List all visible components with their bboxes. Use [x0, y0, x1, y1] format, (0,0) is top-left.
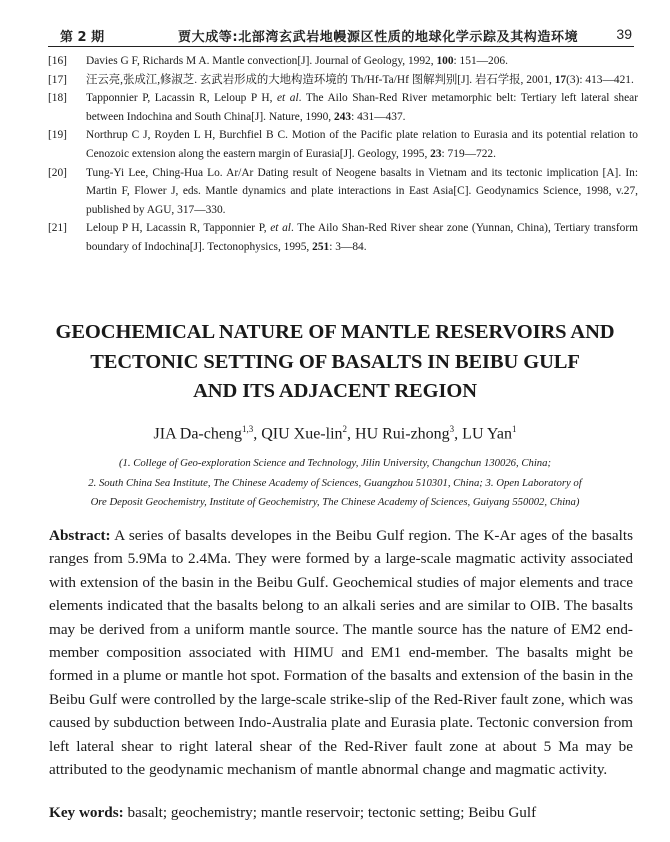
running-head	[48, 22, 634, 46]
reference-item	[48, 71, 638, 90]
header-rule	[48, 46, 634, 47]
affiliations	[40, 454, 630, 513]
reference-number: [20]	[48, 166, 67, 179]
author-name: JIA Da-cheng	[153, 425, 242, 443]
reference-text: Davies G F, Richards M A. Mantle convection[J]. Journal of Geology, 1992, 100: 151—206.	[86, 55, 508, 67]
reference-text: Leloup P H, Lacassin R, Tapponnier P, et al. The Ailo Shan-Red River shear zone (Yunnan, China), Tertiary transform boundary of Indochina[J]. Tectonophysics, 1995, 251: 3—84.	[86, 222, 639, 253]
page-number: 39	[616, 26, 632, 42]
article-title	[30, 318, 640, 407]
abstract-text: A series of basalts developes in the Beibu Gulf region. The K-Ar ages of the basalts ranges from 5.9Ma to 2.4Ma. They were formed by a large-scale magmatic activity associated with extension of the basin in the Beibu Gulf. Geochemical studies of major elements and trace elements indicated that the basalts belong to an alkali series and are similar to OIB. The basalts may be derived from a uniform mantle source. The mantle source has the nature of EM2 end-member composition associated with HIMU and EM1 end-member. The basalts might be formed in a plume or mantle hot spot. Formation of the basalts and extension of the basin in the Beibu Gulf were controlled by the large-scale strike-slip of the Red-River fault zone, which was caused by subduction between Indo-Australia plate and Eurasia plate. Tectonic conversion from left lateral shear to right lateral shear of the Red-River fault zone at about 5 Ma may be attributed to the geodynamic mechanism of mantle abnormal change and magmatic activity.	[49, 527, 633, 779]
author-affiliation-mark: 3	[449, 424, 455, 434]
reference-number: [21]	[48, 222, 67, 235]
reference-number: [18]	[48, 92, 67, 105]
title-line: AND ITS ADJACENT REGION	[193, 380, 477, 402]
reference-item	[48, 164, 638, 220]
reference-list	[48, 52, 638, 257]
author-affiliation-mark: 1,3	[241, 424, 254, 434]
reference-text: Tung-Yi Lee, Ching-Hua Lo. Ar/Ar Dating result of Neogene basalts in Vietnam and its tectonic implication [A]. In: Martin F, Flower J, eds. Mantle dynamics and plate interactions in East Asia[C]. Geodynamics Science, 1998, v.27, published by AGU, 317—330.	[86, 166, 638, 216]
reference-text: Northrup C J, Royden L H, Burchfiel B C. Motion of the Pacific plate relation to Eurasia and its potential relation to Cenozoic extension along the eastern margin of Eurasia[J]. Geology, 1995, 23: 719—722.	[86, 129, 638, 160]
keywords	[49, 804, 633, 822]
affiliation-line: (1. College of Geo-exploration Science and Technology, Jilin University, Changchun 130026, China;	[118, 457, 552, 469]
author-list: JIA Da-cheng$^{1,3}$, QIU Xue-lin$^2$, HU Rui-zhong$^3$, LU Yan$^1$	[153, 424, 517, 443]
keywords-text: basalt; geochemistry; mantle reservoir; tectonic setting; Beibu Gulf	[123, 804, 537, 821]
title-line: GEOCHEMICAL NATURE OF MANTLE RESERVOIRS AND	[55, 321, 615, 343]
author-name: QIU Xue-lin	[261, 425, 343, 443]
affiliation-line: 2. South China Sea Institute, The Chinese Academy of Sciences, Guangzhou 510301, China; 3. Open Laboratory of	[88, 476, 582, 489]
reference-item	[48, 52, 638, 71]
abstract	[49, 524, 633, 781]
author-name: LU Yan	[462, 425, 512, 443]
reference-text: 汪云亮,张成江,修淑芝. 玄武岩形成的大地构造环境的 Th/Hf-Ta/Hf 图解判别[J]. 岩石学报, 2001, 17(3): 413—421.	[86, 73, 634, 86]
title-line: TECTONIC SETTING OF BASALTS IN BEIBU GULF	[90, 350, 580, 373]
reference-number: [17]	[48, 73, 67, 86]
reference-text: Tapponnier P, Lacassin R, Leloup P H, et al. The Ailo Shan-Red River metamorphic belt: Tertiary left lateral shear between Indochina and South China[J]. Nature, 1990, 243: 431—437.	[86, 92, 638, 123]
reference-number: [16]	[48, 55, 67, 67]
keywords-label: Key words:	[49, 804, 124, 821]
abstract-label: Abstract:	[49, 527, 111, 544]
running-title: 贾大成等:北部湾玄武岩地幔源区性质的地球化学示踪及其构造环境	[178, 30, 579, 45]
reference-item	[48, 126, 638, 163]
author-affiliation-mark: 2	[342, 424, 348, 434]
author-name: HU Rui-zhong	[355, 425, 450, 443]
reference-item	[48, 89, 638, 126]
affiliation-line: Ore Deposit Geochemistry, Institute of Geochemistry, The Chinese Academy of Sciences, Guiyang 550002, China)	[90, 496, 580, 508]
issue-label: 第 2 期	[60, 30, 105, 45]
reference-item	[48, 219, 638, 256]
reference-number: [19]	[48, 129, 67, 142]
author-affiliation-mark: 1	[511, 424, 517, 434]
